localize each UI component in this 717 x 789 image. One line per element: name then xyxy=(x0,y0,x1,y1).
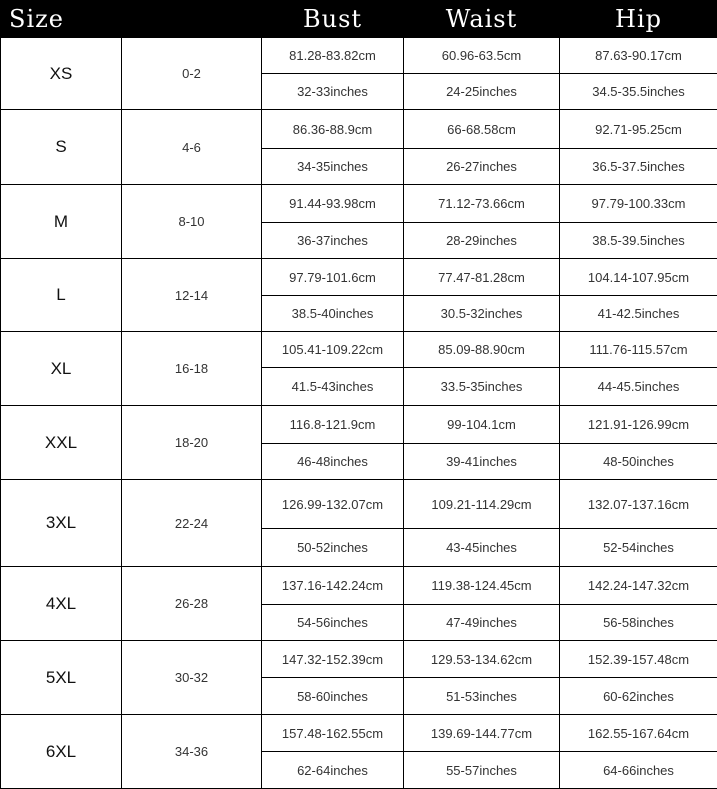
table-row xyxy=(1,567,717,605)
header-size: Size xyxy=(1,1,122,38)
hip-cm-cell: 162.55-167.64cm xyxy=(560,715,717,752)
bust-cm-cell: 126.99-132.07cm xyxy=(262,480,404,529)
numeric-size-range: 16-18 xyxy=(122,332,262,406)
bust-cm-cell: 86.36-88.9cm xyxy=(262,110,404,149)
header-waist: Waist xyxy=(404,1,560,38)
hip-cm-cell: 111.76-115.57cm xyxy=(560,332,717,368)
size-label: 6XL xyxy=(1,715,122,789)
hip-inches-cell: 56-58inches xyxy=(560,605,717,641)
waist-inches-cell: 55-57inches xyxy=(404,752,560,789)
bust-cm-cell: 105.41-109.22cm xyxy=(262,332,404,368)
hip-cm-cell: 132.07-137.16cm xyxy=(560,480,717,529)
header-numeric xyxy=(122,1,262,38)
numeric-size-range: 0-2 xyxy=(122,38,262,110)
size-label: XL xyxy=(1,332,122,406)
numeric-size-range: 18-20 xyxy=(122,406,262,480)
numeric-size-range: 30-32 xyxy=(122,641,262,715)
header-row xyxy=(1,1,717,38)
hip-inches-cell: 64-66inches xyxy=(560,752,717,789)
numeric-size-range: 34-36 xyxy=(122,715,262,789)
table-row xyxy=(1,406,717,444)
bust-cm-cell: 137.16-142.24cm xyxy=(262,567,404,605)
hip-inches-cell: 44-45.5inches xyxy=(560,368,717,406)
hip-inches-cell: 38.5-39.5inches xyxy=(560,223,717,259)
bust-cm-cell: 116.8-121.9cm xyxy=(262,406,404,444)
header-bust: Bust xyxy=(262,1,404,38)
hip-inches-cell: 52-54inches xyxy=(560,529,717,567)
waist-inches-cell: 28-29inches xyxy=(404,223,560,259)
bust-inches-cell: 41.5-43inches xyxy=(262,368,404,406)
hip-inches-cell: 34.5-35.5inches xyxy=(560,74,717,110)
bust-cm-cell: 97.79-101.6cm xyxy=(262,259,404,296)
waist-inches-cell: 33.5-35inches xyxy=(404,368,560,406)
bust-inches-cell: 58-60inches xyxy=(262,678,404,715)
waist-inches-cell: 24-25inches xyxy=(404,74,560,110)
numeric-size-range: 8-10 xyxy=(122,185,262,259)
table-row xyxy=(1,715,717,752)
hip-inches-cell: 48-50inches xyxy=(560,444,717,480)
hip-cm-cell: 142.24-147.32cm xyxy=(560,567,717,605)
waist-cm-cell: 119.38-124.45cm xyxy=(404,567,560,605)
hip-cm-cell: 121.91-126.99cm xyxy=(560,406,717,444)
hip-cm-cell: 97.79-100.33cm xyxy=(560,185,717,223)
waist-inches-cell: 43-45inches xyxy=(404,529,560,567)
size-label: L xyxy=(1,259,122,332)
size-label: S xyxy=(1,110,122,185)
size-label: XXL xyxy=(1,406,122,480)
bust-inches-cell: 50-52inches xyxy=(262,529,404,567)
waist-cm-cell: 85.09-88.90cm xyxy=(404,332,560,368)
bust-inches-cell: 54-56inches xyxy=(262,605,404,641)
table-row xyxy=(1,332,717,368)
bust-cm-cell: 81.28-83.82cm xyxy=(262,38,404,74)
table-body xyxy=(1,38,717,789)
hip-cm-cell: 92.71-95.25cm xyxy=(560,110,717,149)
bust-inches-cell: 36-37inches xyxy=(262,223,404,259)
size-label: 4XL xyxy=(1,567,122,641)
bust-cm-cell: 91.44-93.98cm xyxy=(262,185,404,223)
hip-inches-cell: 60-62inches xyxy=(560,678,717,715)
numeric-size-range: 26-28 xyxy=(122,567,262,641)
table-row xyxy=(1,480,717,529)
waist-inches-cell: 30.5-32inches xyxy=(404,296,560,332)
hip-cm-cell: 152.39-157.48cm xyxy=(560,641,717,678)
hip-inches-cell: 36.5-37.5inches xyxy=(560,149,717,185)
size-label: XS xyxy=(1,38,122,110)
waist-inches-cell: 39-41inches xyxy=(404,444,560,480)
table-row xyxy=(1,641,717,678)
size-label: 3XL xyxy=(1,480,122,567)
bust-cm-cell: 147.32-152.39cm xyxy=(262,641,404,678)
bust-inches-cell: 34-35inches xyxy=(262,149,404,185)
waist-inches-cell: 26-27inches xyxy=(404,149,560,185)
waist-cm-cell: 99-104.1cm xyxy=(404,406,560,444)
table-row xyxy=(1,110,717,149)
size-label: 5XL xyxy=(1,641,122,715)
hip-cm-cell: 104.14-107.95cm xyxy=(560,259,717,296)
waist-cm-cell: 71.12-73.66cm xyxy=(404,185,560,223)
waist-inches-cell: 51-53inches xyxy=(404,678,560,715)
bust-cm-cell: 157.48-162.55cm xyxy=(262,715,404,752)
waist-cm-cell: 66-68.58cm xyxy=(404,110,560,149)
size-label: M xyxy=(1,185,122,259)
bust-inches-cell: 38.5-40inches xyxy=(262,296,404,332)
hip-cm-cell: 87.63-90.17cm xyxy=(560,38,717,74)
waist-cm-cell: 129.53-134.62cm xyxy=(404,641,560,678)
bust-inches-cell: 32-33inches xyxy=(262,74,404,110)
waist-cm-cell: 109.21-114.29cm xyxy=(404,480,560,529)
numeric-size-range: 22-24 xyxy=(122,480,262,567)
numeric-size-range: 4-6 xyxy=(122,110,262,185)
table-row xyxy=(1,38,717,74)
bust-inches-cell: 62-64inches xyxy=(262,752,404,789)
table-row xyxy=(1,259,717,296)
bust-inches-cell: 46-48inches xyxy=(262,444,404,480)
table-header xyxy=(1,1,717,38)
header-hip: Hip xyxy=(560,1,717,38)
waist-cm-cell: 77.47-81.28cm xyxy=(404,259,560,296)
waist-inches-cell: 47-49inches xyxy=(404,605,560,641)
table-row xyxy=(1,185,717,223)
hip-inches-cell: 41-42.5inches xyxy=(560,296,717,332)
waist-cm-cell: 139.69-144.77cm xyxy=(404,715,560,752)
numeric-size-range: 12-14 xyxy=(122,259,262,332)
waist-cm-cell: 60.96-63.5cm xyxy=(404,38,560,74)
